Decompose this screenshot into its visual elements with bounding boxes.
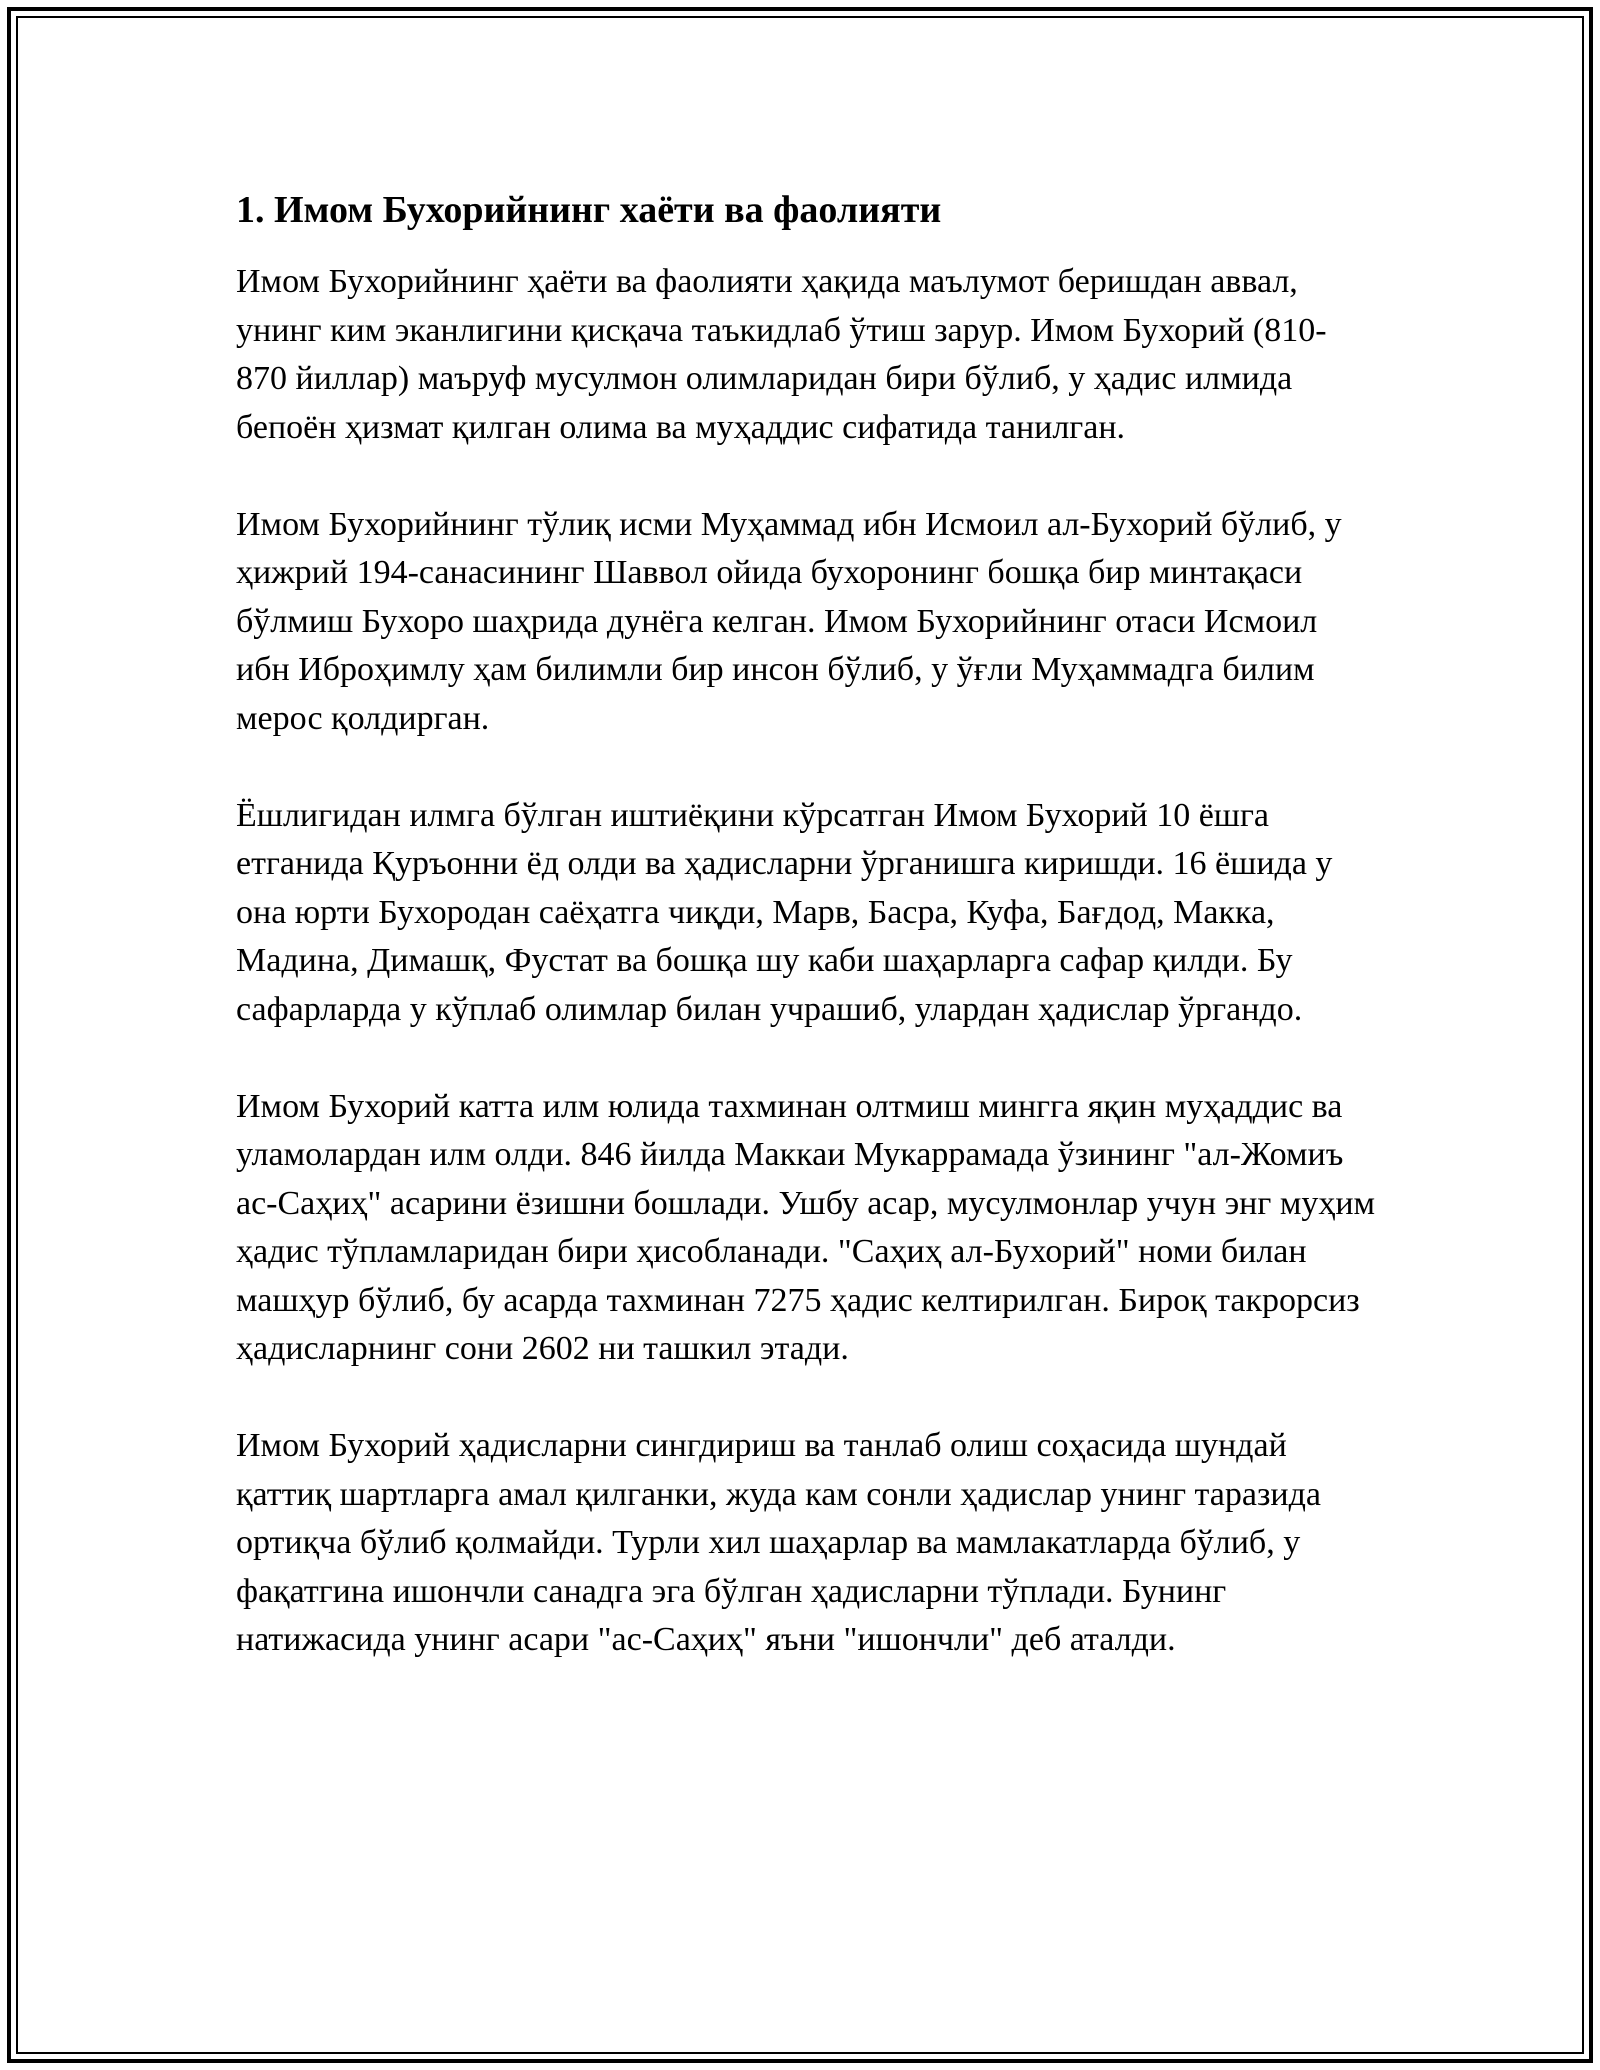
paragraph-2: Имом Бухорийнинг тўлиқ исми Муҳаммад ибн Исмоил ал-Бухорий бўлиб, у ҳижрий 194-санасининг Шаввол ойида бухоронинг бошқа бир минтақаси бўлмиш Бухоро шаҳрида дунёга келган. Имом Бухорийнинг отаси Исмоил ибн Иброҳимлу ҳам билимли бир инсон бўлиб, у ўғли Муҳаммадга билим мерос қолдирган. — [236, 505, 1342, 737]
section-heading: 1. Имом Бухорийнинг хаёти ва фаолияти — [236, 189, 942, 231]
paragraph-1: Имом Бухорийнинг ҳаёти ва фаолияти ҳақида маълумот беришдан аввал, унинг ким эканлигини қисқача таъкидлаб ўтиш зарур. Имом Бухорий (810-870 йиллар) маъруф мусулмон олимларидан бири бўлиб, у ҳадис илмида бепоён ҳизмат қилган олима ва муҳаддис сифатида танилган. — [236, 263, 1327, 446]
paragraph-5: Имом Бухорий ҳадисларни сингдириш ва танлаб олиш соҳасида шундай қаттиқ шартларга амал қилганки, жуда кам сонли ҳадислар унинг таразида ортиқча бўлиб қолмайди. Турли хил шаҳарлар ва мамлакатларда бўлиб, у фақатгина ишончли санадга эга бўлган ҳадисларни тўплади. Бунинг натижасида унинг асари "ас-Саҳиҳ" яъни "ишончли" деб аталди. — [236, 1427, 1321, 1658]
paragraph-3: Ёшлигидан илмга бўлган иштиёқини кўрсатган Имом Бухорий 10 ёшга етганида Қуръонни ёд олди ва ҳадисларни ўрганишга киришди. 16 ёшида у она юрти Бухородан саёҳатга чиқди, Марв, Басра, Куфа, Бағдод, Макка, Мадина, Димашқ, Фустат ва бошқа шу каби шаҳарларга сафар қилди. Бу сафарларда у кўплаб олимлар билан учрашиб, улардан ҳадислар ўргандо. — [236, 796, 1333, 1028]
document-body — [236, 186, 1376, 1713]
paragraph-4: Имом Бухорий катта илм юлида тахминан олтмиш мингга яқин муҳаддис ва уламолардан илм олди. 846 йилда Маккаи Мукаррамада ўзининг "ал-Жомиъ ас-Саҳиҳ" асарини ёзишни бошлади. Ушбу асар, мусулмонлар учун энг муҳим ҳадис тўпламларидан бири ҳисобланади. "Саҳиҳ ал-Бухорий" номи билан машҳур бўлиб, бу асарда тахминан 7275 ҳадис келтирилган. Бироқ такрорсиз ҳадисларнинг сони 2602 ни ташкил этади. — [236, 1087, 1376, 1367]
